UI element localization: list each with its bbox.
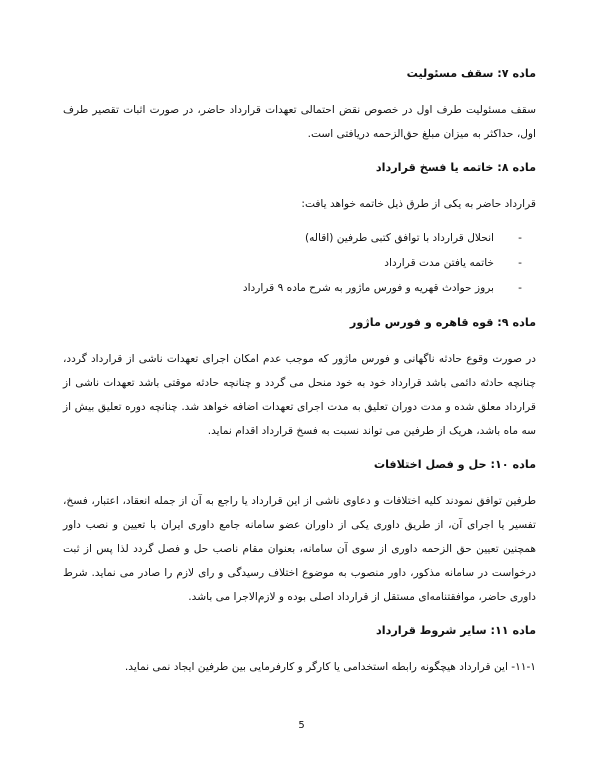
article-8-list — [63, 226, 536, 301]
list-item: - انحلال قرارداد با توافق کتبی طرفین (اقاله) — [63, 226, 522, 251]
document-body — [63, 62, 536, 689]
article-7-heading: ماده ۷: سقف مسئولیت — [406, 67, 536, 80]
article-11-paragraph: ۱۱-۱- این قرارداد هیچگونه رابطه استخدامی یا کارگر و کارفرمایی بین طرفین ایجاد نمی نماید. — [124, 661, 536, 673]
list-item: - خاتمه یافتن مدت قرارداد — [63, 251, 522, 276]
article-9-paragraph: در صورت وقوع حادثه ناگهانی و فورس ماژور که موجب عدم امکان اجرای تعهدات ناشی از قرارداد گردد، چنانچه حادثه دائمی باشد قرارداد خود به خود منحل می گردد و چنانچه حادثه موقتی باشد تعهدات ناشی از قرارداد معلق شده و مدت دوران تعلیق به مدت اجرای تعهدات اضافه خواهد شد. چنانچه دوره تعلیق بیش از سه ماه باشد، هریک از طرفین می تواند نسبت به فسخ قرارداد اقدام نماید. — [63, 353, 536, 437]
article-11-heading: ماده ۱۱: سایر شروط قرارداد — [376, 624, 536, 637]
article-7-paragraph: سقف مسئولیت طرف اول در خصوص نقض احتمالی تعهدات قرارداد حاضر، در صورت اثبات تقصیر طرف اول، حداکثر به میزان مبلغ حق‌الزحمه دریافتی است. — [63, 104, 536, 140]
page-number: 5 — [298, 720, 305, 731]
article-10-heading: ماده ۱۰: حل و فصل اختلافات — [373, 458, 536, 471]
article-9-heading: ماده ۹: قوه قاهره و فورس ماژور — [349, 316, 536, 329]
article-8-heading: ماده ۸: خاتمه یا فسخ قرارداد — [375, 161, 536, 174]
article-10-paragraph: طرفین توافق نمودند کلیه اختلافات و دعاوی ناشی از این قرارداد یا راجع به آن از جمله انعقاد، اعتبار، فسخ، تفسیر یا اجرای آن، از طریق داوری یکی از داوران عضو سامانه جامع داوری ایران با تعیین و نصب داور همچنین تعیین حق الزحمه داوری از سوی آن سامانه، بعنوان مقام ناصب حل و فصل گردد لذا پس از ثبت درخواست در سامانه مذکور، داور منصوب به موضوع اختلاف رسیدگی و رای لازم را صادر می نماید. شرط داوری حاضر، موافقتنامه‌ای مستقل از قرارداد اصلی بوده و لازم‌الاجرا می باشد. — [63, 495, 536, 603]
list-item: - بروز حوادث قهریه و فورس ماژور به شرح ماده ۹ قرارداد — [63, 276, 522, 301]
article-8-paragraph: قرارداد حاضر به یکی از طرق ذیل خاتمه خواهد یافت: — [301, 198, 536, 210]
